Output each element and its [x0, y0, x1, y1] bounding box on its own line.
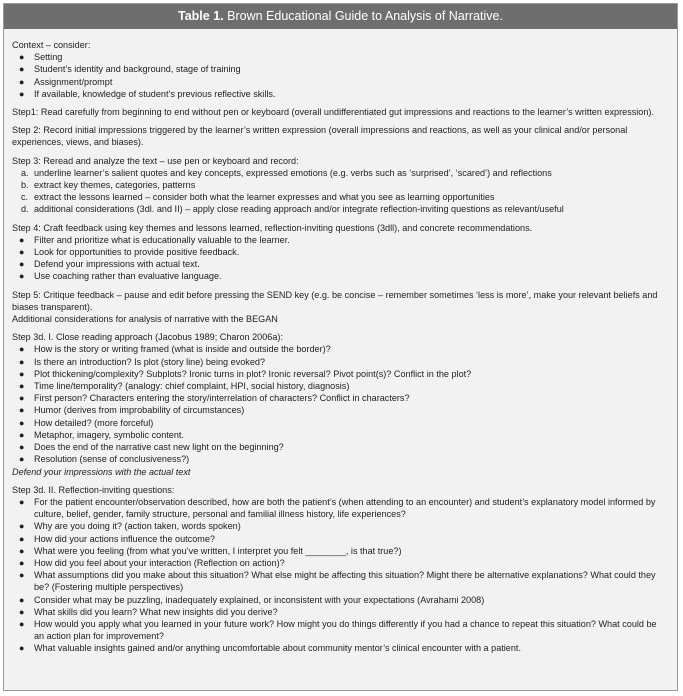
item-text: Defend your impressions with actual text.	[34, 259, 200, 270]
table-label: Table 1.	[178, 9, 224, 23]
item-text: What skills did you learn? What new insights did you derive?	[34, 606, 278, 617]
step-paragraph: Step1: Read carefully from beginning to end without pen or keyboard (overall undifferentiated gut impressions and reactions to the learner’s written expression).	[12, 107, 654, 118]
bullet-item	[12, 533, 669, 545]
bullet-marker: ●	[19, 271, 25, 282]
bullet-item	[12, 258, 669, 270]
item-text: What assumptions did you make about this situation? What else might be affecting this situation? Might there be alternative explanations? What could they be? (Fostering multiple perspectives)	[34, 570, 656, 593]
bullet-item	[12, 496, 669, 520]
item-text: additional considerations (3dl. and II) – apply close reading approach and/or integrate reflection-inviting questions as relevant/useful	[34, 204, 564, 215]
item-text: Humor (derives from improbability of circumstances)	[34, 405, 245, 416]
bullet-item	[12, 88, 669, 100]
item-text: Assignment/prompt	[34, 76, 113, 87]
item-text: Why are you doing it? (action taken, words spoken)	[34, 521, 241, 532]
step-heading: Step 4: Craft feedback using key themes and lessons learned, reflection-inviting questions (3dll), and concrete recommendations.	[12, 222, 533, 233]
bullet-item	[12, 356, 669, 368]
item-text: What were you feeling (from what you’ve written, I interpret you felt ________, is that true?)	[34, 545, 402, 556]
bullet-item	[12, 594, 669, 606]
table-header	[4, 4, 677, 29]
bullet-marker: ●	[19, 570, 25, 581]
bullet-item	[12, 368, 669, 380]
item-text: Student’s identity and background, stage of training	[34, 64, 241, 75]
bullet-marker: ●	[19, 259, 25, 270]
letter-marker: d.	[21, 204, 29, 215]
item-text: Setting	[34, 52, 63, 63]
bullet-marker: ●	[19, 606, 25, 617]
bullet-marker: ●	[19, 594, 25, 605]
bullet-item	[12, 76, 669, 88]
bullet-item	[12, 380, 669, 392]
bullet-marker: ●	[19, 618, 25, 629]
item-text: How did you feel about your interaction (Reflection on action)?	[34, 557, 285, 568]
item-text: Plot thickening/complexity? Subplots? Ironic turns in plot? Ironic reversal? Pivot point(s)? Conflict in the plot?	[34, 368, 472, 379]
bullet-marker: ●	[19, 76, 25, 87]
letter-marker: b.	[21, 180, 29, 191]
bullet-marker: ●	[19, 344, 25, 355]
item-text: How is the story or writing framed (what is inside and outside the border)?	[34, 344, 331, 355]
bullet-item	[12, 392, 669, 404]
bullet-item	[12, 545, 669, 557]
step-heading: Step 3d. II. Reflection-inviting questions:	[12, 484, 175, 495]
lettered-item	[12, 179, 669, 191]
bullet-item	[12, 404, 669, 416]
bullet-item	[12, 569, 669, 593]
bullet-marker: ●	[19, 454, 25, 465]
bullet-marker: ●	[19, 429, 25, 440]
bullet-item	[12, 429, 669, 441]
bullet-marker: ●	[19, 381, 25, 392]
bullet-marker: ●	[19, 64, 25, 75]
bullet-item	[12, 63, 669, 75]
step-paragraph: Additional considerations for analysis of narrative with the BEGAN	[12, 314, 278, 325]
item-text: How would you apply what you learned in your future work? How might you do things differently if you had a chance to repeat this situation? What could be an action plan for improvement?	[34, 618, 657, 642]
lettered-item	[12, 191, 669, 203]
item-text: Look for opportunities to provide positive feedback.	[34, 247, 240, 258]
bullet-marker: ●	[19, 247, 25, 258]
item-text: Resolution (sense of conclusiveness?)	[34, 454, 190, 465]
letter-marker: c.	[21, 192, 29, 203]
bullet-marker: ●	[19, 533, 25, 544]
item-text: extract the lessons learned – consider both what the learner expresses and what you see as learning opportunities	[34, 192, 495, 203]
bullet-marker: ●	[19, 356, 25, 367]
step-paragraph: Step 2: Record initial impressions triggered by the learner’s written expression (overall impressions and reactions, as well as your clinical and/or personal experiences, views, and biases).	[12, 125, 628, 148]
item-text: Metaphor, imagery, symbolic content.	[34, 429, 184, 440]
item-text: Filter and prioritize what is educationally valuable to the learner.	[34, 234, 290, 245]
bullet-marker: ●	[19, 234, 25, 245]
step-paragraph: Step 5: Critique feedback – pause and edit before pressing the SEND key (e.g. be concise – remember sometimes ‘less is more’, make your relevant beliefs and biases transparent).	[12, 289, 658, 312]
bullet-item	[12, 417, 669, 429]
bullet-item	[12, 618, 669, 642]
bullet-item	[12, 270, 669, 282]
item-text: extract key themes, categories, patterns	[34, 180, 196, 191]
letter-marker: a.	[21, 167, 29, 178]
bullet-item	[12, 234, 669, 246]
item-text: How did your actions influence the outcome?	[34, 533, 215, 544]
narrative-guide-table	[3, 3, 678, 691]
bullet-marker: ●	[19, 442, 25, 453]
bullet-marker: ●	[19, 52, 25, 63]
item-text: Time line/temporality? (analogy: chief complaint, HPI, social history, diagnosis)	[34, 381, 350, 392]
item-text: For the patient encounter/observation described, how are both the patient’s (when attending to an encounter) and student’s explanatory model informed by culture, belief, gender, family structure, personal and familial illness history, life experiences?	[34, 496, 656, 520]
item-text: Use coaching rather than evaluative language.	[34, 271, 222, 282]
bullet-marker: ●	[19, 393, 25, 404]
item-text: First person? Characters entering the story/interrelation of characters? Conflict in characters?	[34, 393, 410, 404]
bullet-item	[12, 606, 669, 618]
item-text: How detailed? (more forceful)	[34, 417, 154, 428]
item-text: Does the end of the narrative cast new light on the beginning?	[34, 442, 284, 453]
bullet-item	[12, 441, 669, 453]
bullet-marker: ●	[19, 88, 25, 99]
item-text: What valuable insights gained and/or anything uncomfortable about community mentor’s clinical encounter with a patient.	[34, 643, 521, 654]
bullet-item	[12, 453, 669, 465]
lettered-item	[12, 167, 669, 179]
item-text: Consider what may be puzzling, inadequately explained, or inconsistent with your expectations (Avrahami 2008)	[34, 594, 485, 605]
bullet-item	[12, 520, 669, 532]
step-heading: Context – consider:	[12, 40, 91, 50]
lettered-item	[12, 203, 669, 215]
bullet-marker: ●	[19, 643, 25, 654]
item-text: If available, knowledge of student’s previous reflective skills.	[34, 88, 276, 99]
bullet-item	[12, 51, 669, 63]
table-body	[4, 29, 677, 655]
bullet-marker: ●	[19, 405, 25, 416]
bullet-item	[12, 557, 669, 569]
table-title: Brown Educational Guide to Analysis of Narrative.	[227, 9, 503, 23]
bullet-marker: ●	[19, 417, 25, 428]
step-heading: Step 3: Reread and analyze the text – use pen or keyboard and record:	[12, 155, 299, 166]
bullet-marker: ●	[19, 521, 25, 532]
bullet-marker: ●	[19, 496, 25, 507]
bullet-item	[12, 642, 669, 654]
bullet-item	[12, 246, 669, 258]
italic-note: Defend your impressions with the actual text	[12, 466, 191, 477]
item-text: underline learner’s salient quotes and key concepts, expressed emotions (e.g. verbs such as ‘surprised’, ‘scared’) and reflections	[34, 167, 552, 178]
bullet-marker: ●	[19, 368, 25, 379]
bullet-marker: ●	[19, 557, 25, 568]
item-text: Is there an introduction? Is plot (story line) being evoked?	[34, 356, 266, 367]
step-heading: Step 3d. I. Close reading approach (Jacobus 1989; Charon 2006a):	[12, 332, 283, 343]
bullet-item	[12, 343, 669, 355]
bullet-marker: ●	[19, 545, 25, 556]
